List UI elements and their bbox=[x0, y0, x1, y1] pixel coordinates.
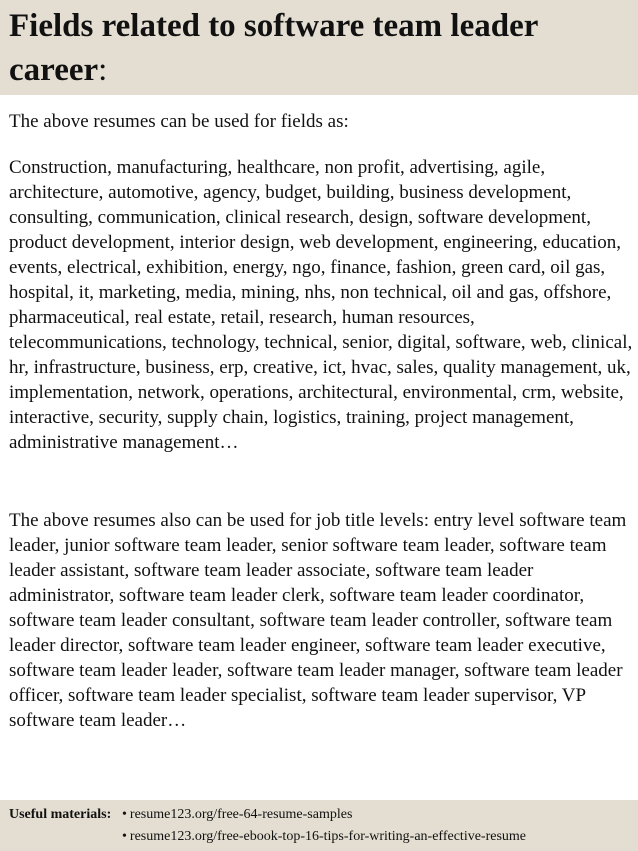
intro-text: The above resumes can be used for fields as: bbox=[9, 111, 349, 132]
page-title-colon: : bbox=[98, 52, 108, 88]
bullet-icon: • bbox=[122, 829, 127, 844]
resource-link-samples[interactable]: resume123.org/free-64-resume-samples bbox=[129, 807, 353, 822]
page-title bbox=[9, 4, 629, 92]
job-levels-paragraph: The above resumes also can be used for job title levels: entry level software team leader, junior software team leader, senior software team leader, software team leader assistant, software team leader associate, software team leader administrator, software team leader clerk, software team leader coordinator, software team leader consultant, software team leader controller, software team leader director, software team leader engineer, software team leader executive, software team leader leader, software team leader manager, software team leader officer, software team leader specialist, software team leader supervisor, VP software team leader… bbox=[9, 510, 627, 731]
useful-materials-label-text: Useful materials bbox=[9, 807, 107, 822]
fields-paragraph: Construction, manufacturing, healthcare, non profit, advertising, agile, architecture, automotive, agency, budget, building, business development, consulting, communication, clinical research, design, software development, product development, interior design, web development, engineering, education, events, electrical, exhibition, energy, ngo, finance, fashion, green card, oil gas, hospital, it, marketing, media, mining, nhs, non technical, oil and gas, offshore, pharmaceutical, real estate, retail, research, human resources, telecommunications, technology, technical, senior, digital, software, web, clinical, hr, infrastructure, business, erp, creative, ict, hvac, sales, quality management, uk, implementation, network, operations, architectural, environmental, crm, website, interactive, security, supply chain, logistics, training, project management, administrative management… bbox=[9, 157, 633, 453]
resource-link-item[interactable] bbox=[122, 828, 526, 846]
useful-materials-colon: : bbox=[106, 807, 112, 822]
resource-link-item[interactable] bbox=[122, 806, 352, 824]
page-title-text: Fields related to software team leader career bbox=[9, 8, 538, 88]
resource-link-ebook[interactable]: resume123.org/free-ebook-top-16-tips-for-writing-an-effective-resume bbox=[129, 829, 527, 844]
bullet-icon: • bbox=[122, 807, 127, 822]
useful-materials-label bbox=[9, 806, 111, 824]
header-banner bbox=[0, 0, 638, 95]
footer-banner bbox=[0, 800, 638, 851]
